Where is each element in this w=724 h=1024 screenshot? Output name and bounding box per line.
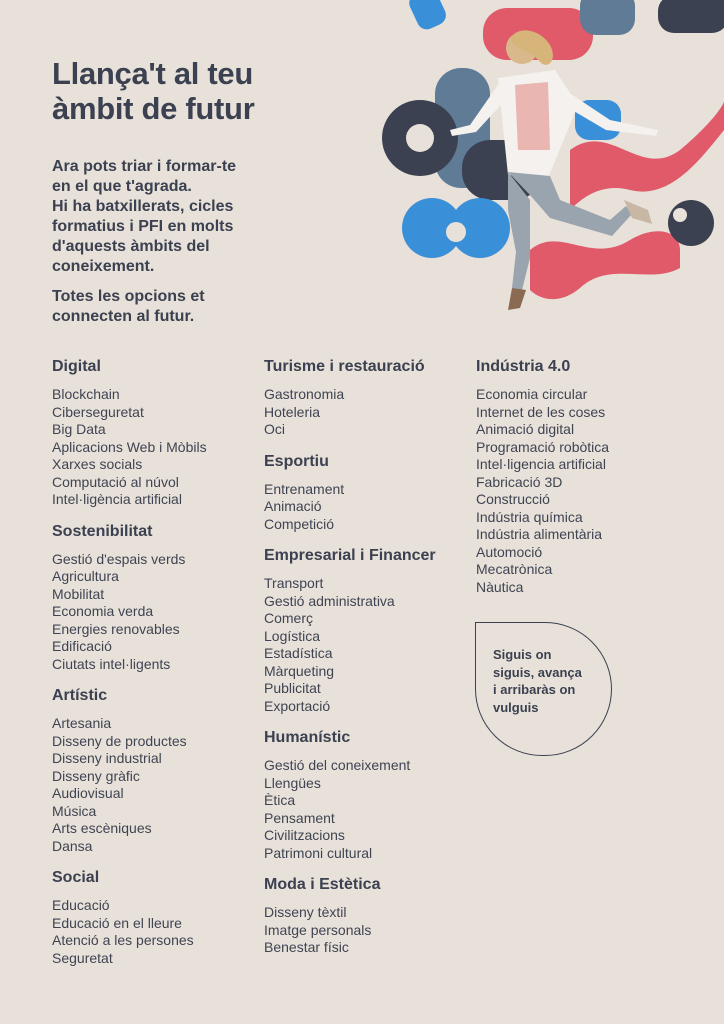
list-item: Gestió administrativa	[264, 592, 395, 609]
list-item: Agricultura	[52, 568, 119, 584]
category-industria	[476, 357, 691, 596]
category-list	[264, 575, 479, 715]
intro-line: Hi ha batxillerats, cicles	[52, 198, 234, 215]
list-item: Intel·ligencia artificial	[476, 456, 606, 472]
list-item: Energies renovables	[52, 620, 180, 637]
list-item: Gestió del coneixement	[264, 757, 411, 773]
list-item: Educació en el lleure	[52, 914, 182, 931]
list-item: Mobilitat	[52, 585, 105, 602]
intro-line: coneixement.	[52, 258, 155, 275]
list-item: Xarxes socials	[52, 456, 143, 472]
intro-line: d'aquests àmbits del	[52, 238, 210, 255]
deco-shape	[530, 231, 680, 299]
category-list	[52, 715, 267, 855]
list-item: Mecatrònica	[476, 561, 553, 577]
column-1	[52, 357, 267, 980]
category-list	[264, 757, 479, 862]
list-item: Blockchain	[52, 386, 120, 402]
list-item: Fabricació 3D	[476, 473, 563, 490]
category-empresarial	[264, 546, 479, 715]
category-list	[52, 386, 267, 509]
list-item: Dansa	[52, 837, 93, 854]
list-item: Arts escèniques	[52, 820, 152, 836]
list-item: Intel·ligència artificial	[52, 491, 182, 507]
list-item: Animació	[264, 498, 322, 514]
list-item: Economia verda	[52, 603, 154, 619]
category-esportiu	[264, 452, 479, 534]
deco-shape	[658, 0, 724, 33]
category-digital	[52, 357, 267, 509]
list-item: Seguretat	[52, 949, 113, 966]
list-item: Educació	[52, 897, 110, 913]
list-item: Gestió d'espais verds	[52, 550, 186, 567]
list-item: Construcció	[476, 491, 550, 507]
page-title	[52, 56, 254, 126]
list-item: Ciutats intel·ligents	[52, 655, 171, 672]
list-item: Economia circular	[476, 386, 588, 402]
category-title: Social	[52, 869, 100, 886]
category-title: Esportiu	[264, 452, 329, 470]
intro-text	[52, 157, 292, 277]
deco-shape	[668, 200, 714, 246]
category-list	[52, 551, 267, 674]
list-item: Disseny gràfic	[52, 767, 140, 784]
list-item: Pensament	[264, 809, 335, 826]
list-item: Ciberseguretat	[52, 403, 144, 420]
motto-line: vulguis	[493, 699, 539, 715]
list-item: Disseny tèxtil	[264, 904, 347, 920]
list-item: Benestar físic	[264, 939, 349, 955]
list-item: Computació al núvol	[52, 473, 179, 490]
list-item: Animació digital	[476, 421, 575, 437]
list-item: Transport	[264, 575, 324, 591]
list-item: Programació robòtica	[476, 438, 610, 455]
category-title: Sostenibilitat	[52, 522, 153, 540]
list-item: Disseny de productes	[52, 732, 187, 749]
list-item: Artesania	[52, 715, 112, 731]
category-turisme	[264, 357, 479, 439]
list-item: Imatge personals	[264, 921, 372, 938]
list-item: Hoteleria	[264, 403, 321, 420]
category-list	[264, 904, 479, 957]
category-title: Artístic	[52, 687, 108, 704]
hero-illustration	[380, 0, 724, 320]
category-moda	[264, 875, 479, 957]
list-item: Competició	[264, 515, 335, 532]
intro-line: formatius i PFI en molts	[52, 218, 234, 235]
deco-shape	[446, 222, 466, 242]
category-title: Moda i Estètica	[264, 876, 381, 893]
intro-line: Ara pots triar i formar-te	[52, 158, 237, 175]
intro-line: Totes les opcions et	[52, 288, 205, 305]
title-line: àmbit de futur	[52, 91, 255, 126]
list-item: Entrenament	[264, 480, 345, 497]
motto-bubble	[475, 622, 612, 756]
deco-shape	[406, 0, 449, 33]
category-list	[264, 386, 479, 439]
motto-text	[493, 646, 603, 716]
column-3	[476, 357, 691, 609]
list-item: Civilitzacions	[264, 827, 345, 843]
list-item: Logística	[264, 627, 321, 644]
motto-line: Siguis on	[493, 647, 552, 662]
list-item: Patrimoni cultural	[264, 844, 373, 861]
list-item: Ètica	[264, 792, 296, 808]
list-item: Audiovisual	[52, 785, 124, 801]
motto-line: siguis, avança	[493, 664, 582, 680]
list-item: Publicitat	[264, 680, 321, 696]
category-humanistic	[264, 728, 479, 862]
list-item: Edificació	[52, 638, 112, 654]
list-item: Indústria química	[476, 508, 583, 525]
motto-line: i arribaràs on	[493, 682, 576, 697]
category-title: Empresarial i Financer	[264, 547, 436, 564]
deco-shape	[406, 124, 434, 152]
column-2	[264, 357, 479, 970]
category-title: Indústria 4.0	[476, 358, 571, 375]
intro-line: en el que t'agrada.	[52, 178, 192, 195]
list-item: Internet de les coses	[476, 403, 606, 420]
list-item: Indústria alimentària	[476, 526, 603, 542]
list-item: Música	[52, 802, 97, 819]
list-item: Gastronomia	[264, 386, 345, 402]
intro-line: connecten al futur.	[52, 308, 195, 325]
category-title: Digital	[52, 358, 101, 375]
deco-shape	[673, 208, 687, 222]
category-artistic	[52, 686, 267, 855]
list-item: Estadística	[264, 645, 333, 661]
list-item: Atenció a les persones	[52, 932, 194, 948]
list-item: Aplicacions Web i Mòbils	[52, 438, 207, 455]
category-social	[52, 868, 267, 967]
title-line: Llança't al teu	[52, 56, 253, 91]
deco-shape	[580, 0, 635, 35]
category-list	[52, 897, 267, 967]
list-item: Big Data	[52, 421, 106, 437]
category-list	[264, 481, 479, 534]
category-list	[476, 386, 691, 596]
list-item: Oci	[264, 421, 285, 437]
list-item: Exportació	[264, 697, 331, 714]
category-title: Humanístic	[264, 729, 351, 746]
list-item: Disseny industrial	[52, 750, 162, 766]
intro-closing-text	[52, 287, 292, 327]
list-item: Nàutica	[476, 578, 524, 595]
category-sostenibilitat	[52, 522, 267, 674]
list-item: Màrqueting	[264, 662, 335, 679]
category-title: Turisme i restauració	[264, 358, 425, 375]
list-item: Automoció	[476, 543, 543, 560]
list-item: Llengües	[264, 774, 321, 791]
list-item: Comerç	[264, 610, 314, 626]
